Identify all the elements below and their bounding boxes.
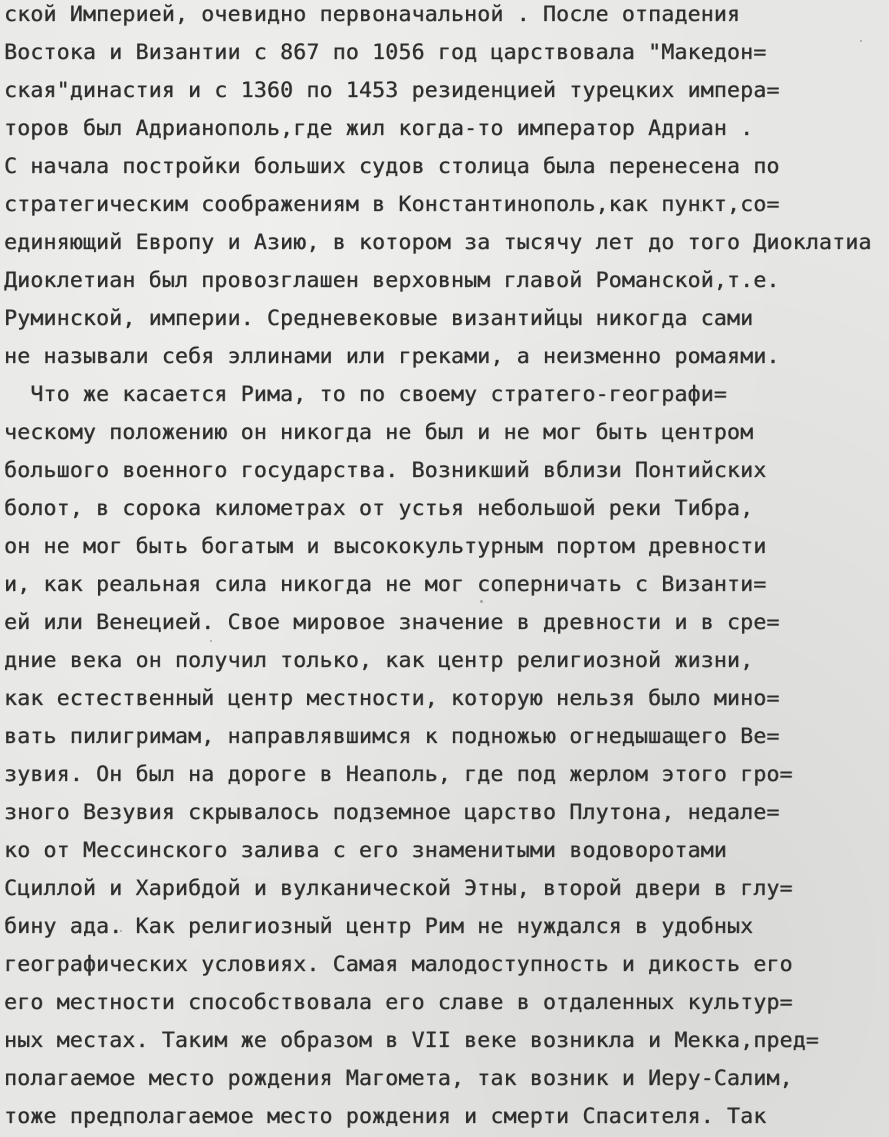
text-line: зного Везувия скрывалось подземное царство Плутона, недале= — [4, 800, 780, 825]
text-line: не называли себя эллинами или греками, а неизменно ромаями. — [4, 344, 780, 369]
text-line: географических условиях. Самая малодоступность и дикость его — [4, 952, 793, 977]
text-line: ской Империей, очевидно первоначальной . После отпадения — [4, 2, 741, 27]
text-line: ных местах. Таким же образом в VII веке возникла и Мекка,пред= — [4, 1028, 819, 1053]
text-line: он не мог быть богатым и высококультурным портом древности — [4, 534, 767, 559]
scan-speck — [480, 600, 483, 603]
text-line: тоже предполагаемое место рождения и смерти Спасителя. Так — [4, 1104, 767, 1129]
text-line: бину ада. Как религиозный центр Рим не нуждался в удобных — [4, 914, 754, 939]
text-line: Сциллой и Харибдой и вулканической Этны, второй двери в глу= — [4, 876, 793, 901]
text-line: как естественный центр местности, которую нельзя было мино= — [4, 686, 780, 711]
scan-speck — [120, 930, 122, 932]
text-line: ская"династия и с 1360 по 1453 резиденцией турецких импера= — [4, 78, 780, 103]
text-line: ческому положению он никогда не был и не мог быть центром — [4, 420, 754, 445]
scan-speck — [860, 40, 862, 42]
text-line: полагаемое место рождения Магомета, так возник и Иеру-Салим, — [4, 1066, 793, 1091]
text-line: зувия. Он был на дороге в Неаполь, где под жерлом этого гро= — [4, 762, 793, 787]
text-line: Диоклетиан был провозглашен верховным главой Романской,т.е. — [4, 268, 780, 293]
scan-speck — [455, 590, 457, 592]
text-line: дние века он получил только, как центр религиозной жизни, — [4, 648, 754, 673]
text-line: торов был Адрианополь,где жил когда-то император Адриан . — [4, 116, 754, 141]
text-line: стратегическим соображениям в Константинополь,как пункт,со= — [4, 192, 780, 217]
text-line: и, как реальная сила никогда не мог соперничать с Византи= — [4, 572, 767, 597]
text-line: вать пилигримам, направлявшимся к подножью огнедышащего Ве= — [4, 724, 780, 749]
text-line: С начала постройки больших судов столица была перенесена по — [4, 154, 780, 179]
text-line: ей или Венецией. Свое мировое значение в древности и в сре= — [4, 610, 780, 635]
text-line: Руминской, империи. Средневековые византийцы никогда сами — [4, 306, 754, 331]
text-line: его местности способствовала его славе в отдаленных культур= — [4, 990, 793, 1015]
scan-speck — [210, 640, 212, 642]
text-line: болот, в сорока километрах от устья небольшой реки Тибра, — [4, 496, 754, 521]
scan-speck — [700, 210, 702, 212]
text-line: Что же касается Рима, то по своему стратего-географи= — [4, 382, 727, 407]
text-line: ко от Мессинского залива с его знаменитыми водоворотами — [4, 838, 727, 863]
text-line: единяющий Европу и Азию, в котором за тысячу лет до того Диоклатиа — [4, 230, 872, 255]
text-line: большого военного государства. Возникший вблизи Понтийских — [4, 458, 767, 483]
text-line: Востока и Византии с 867 по 1056 год царствовала "Македон= — [4, 40, 767, 65]
